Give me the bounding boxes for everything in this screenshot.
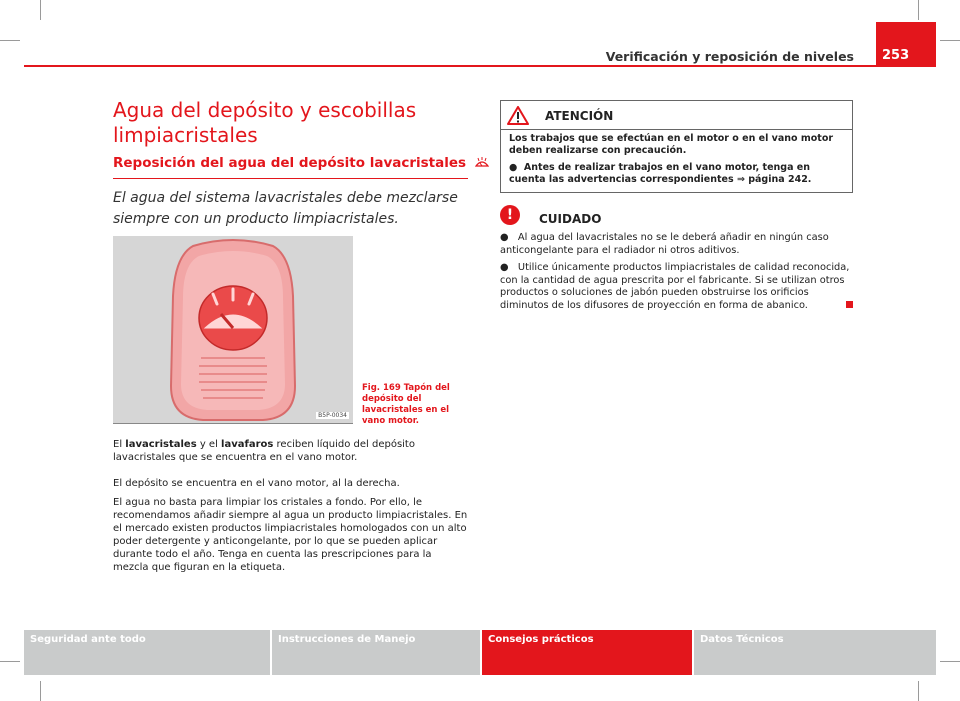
footer-nav bbox=[24, 630, 936, 675]
footer-tab-datos[interactable] bbox=[694, 630, 936, 675]
header-rule bbox=[24, 65, 876, 67]
attention-paragraph-2 bbox=[509, 162, 844, 186]
attention-paragraph-1: Los trabajos que se efectúan en el motor o en el vano motor deben realizarse con precaución. bbox=[509, 133, 834, 156]
p1-post: reciben líquido del depósito lavacristales que se encuentra en el vano motor. bbox=[113, 439, 415, 463]
figure-caption: Fig. 169 Tapón del depósito del lavacristales en el vano motor. bbox=[362, 383, 450, 426]
caution-paragraph-1 bbox=[500, 232, 852, 257]
caution-bullet: ● bbox=[500, 232, 509, 243]
footer-tab-label: Datos Técnicos bbox=[700, 634, 784, 645]
crop-mark bbox=[0, 40, 20, 41]
attention-header bbox=[501, 101, 852, 130]
p1-mid: y el bbox=[196, 439, 222, 450]
figure-washer-cap bbox=[113, 236, 353, 424]
section-end-mark bbox=[846, 301, 853, 308]
caution-body bbox=[500, 232, 852, 317]
page-number: 253 bbox=[882, 48, 910, 63]
caution-title: CUIDADO bbox=[539, 212, 602, 226]
section-subtitle bbox=[113, 155, 489, 171]
caution-paragraph-1-text: Al agua del lavacristales no se le deberá añadir en ningún caso anticongelante para el radiador ni otros aditivos. bbox=[500, 232, 829, 256]
attention-body bbox=[501, 130, 852, 186]
section-title: Agua del depósito y escobillas limpiacristales bbox=[113, 98, 417, 147]
running-title: Verificación y reposición de niveles bbox=[605, 49, 854, 64]
warning-triangle-icon bbox=[507, 106, 529, 125]
attention-title: ATENCIÓN bbox=[545, 109, 614, 123]
crop-mark bbox=[940, 661, 960, 662]
washer-fluid-icon bbox=[475, 157, 489, 168]
crop-mark bbox=[918, 681, 919, 701]
attention-paragraph-2-text: Antes de realizar trabajos en el vano motor, tenga en cuenta las advertencias correspondientes ⇒ página 242. bbox=[509, 162, 812, 185]
section-subtitle-text: Reposición del agua del depósito lavacristales bbox=[113, 155, 467, 171]
caution-paragraph-2 bbox=[500, 262, 852, 312]
footer-tab-instrucciones[interactable] bbox=[272, 630, 480, 675]
lead-paragraph: El agua del sistema lavacristales debe mezclarse siempre con un producto limpiacristales. bbox=[113, 190, 458, 227]
footer-tab-label: Consejos prácticos bbox=[488, 634, 594, 645]
footer-tab-seguridad[interactable] bbox=[24, 630, 270, 675]
footer-tab-consejos[interactable] bbox=[482, 630, 692, 675]
subtitle-rule bbox=[113, 178, 468, 179]
attention-box bbox=[500, 100, 853, 193]
p1-bold-washer: lavacristales bbox=[125, 439, 197, 450]
crop-mark bbox=[0, 661, 20, 662]
body-paragraph-2: El depósito se encuentra en el vano motor, al la derecha. bbox=[113, 478, 400, 489]
exclamation-circle-icon: ! bbox=[500, 205, 520, 225]
attention-bullet: ● bbox=[509, 162, 518, 173]
caution-bullet: ● bbox=[500, 262, 509, 273]
washer-cap-illustration bbox=[113, 236, 353, 423]
caution-paragraph-2-text: Utilice únicamente productos limpiacristales de calidad reconocida, con la cantidad de agua prescrita por el fabricante. Si se utilizan otros productos o soluciones de jabón pueden obstruirse los orificios diminutos de los difusores de proyección en forma de abanico. bbox=[500, 262, 850, 311]
crop-mark bbox=[40, 681, 41, 701]
crop-mark bbox=[940, 40, 960, 41]
p1-pre: El bbox=[113, 439, 126, 450]
p1-bold-headlamp: lavafaros bbox=[221, 439, 274, 450]
body-paragraph-1 bbox=[113, 438, 469, 464]
footer-tab-label: Seguridad ante todo bbox=[30, 634, 146, 645]
crop-mark bbox=[918, 0, 919, 20]
figure-code: B5P-0034 bbox=[318, 412, 347, 419]
crop-mark bbox=[40, 0, 41, 20]
body-paragraph-3: El agua no basta para limpiar los cristales a fondo. Por ello, le recomendamos añadir siempre al agua un producto limpiacristales. En el mercado existen productos limpiacristales homologados con un alto poder detergente y anticongelante, por lo que se pueden aplicar durante todo el año. Tenga en cuenta las prescripciones para la mezcla que figuran en la etiqueta. bbox=[113, 497, 468, 573]
footer-tab-label: Instrucciones de Manejo bbox=[278, 634, 416, 645]
